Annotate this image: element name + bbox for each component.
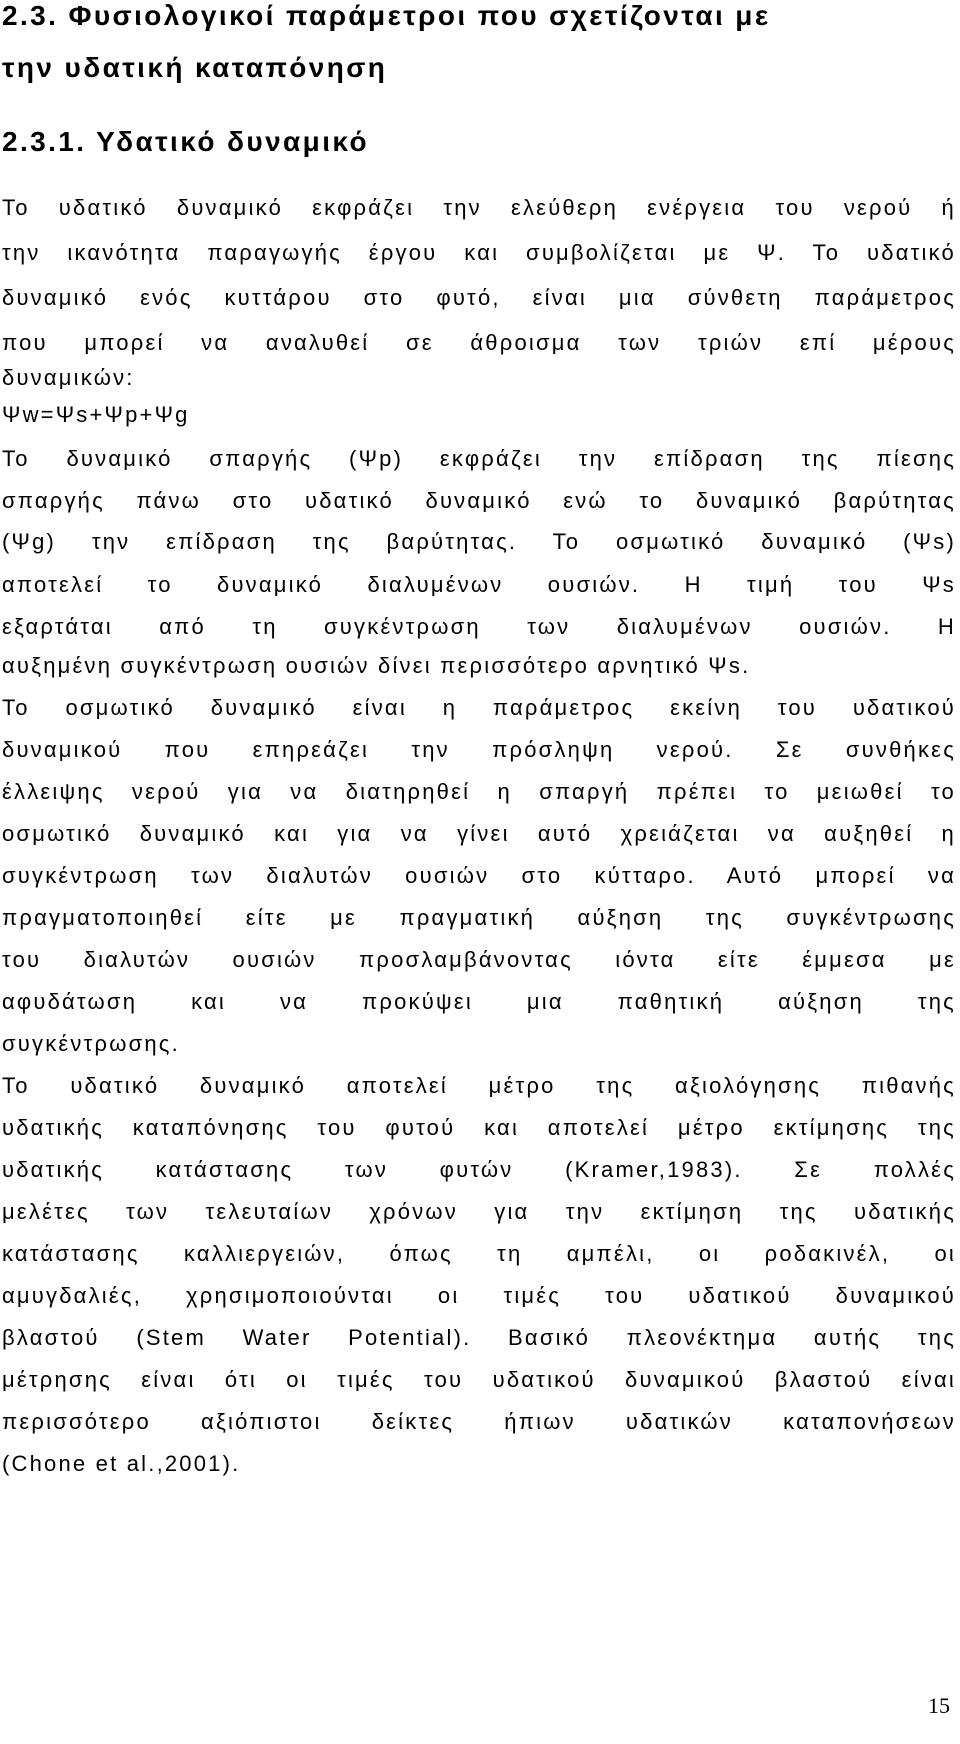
body-line: περισσότερο αξιόπιστοι δείκτες ήπιων υδατικών καταπονήσεων bbox=[2, 1409, 956, 1434]
body-line: μελέτες των τελευταίων χρόνων για την εκτίμηση της υδατικής bbox=[2, 1199, 956, 1224]
body-line: κατάστασης καλλιεργειών, όπως τη αμπέλι, οι ροδακινέλ, οι bbox=[2, 1241, 956, 1266]
body-line: αφυδάτωση και να προκύψει μια παθητική αύξηση της bbox=[2, 989, 956, 1014]
body-line: Το υδατικό δυναμικό αποτελεί μέτρο της αξιολόγησης πιθανής bbox=[2, 1073, 956, 1098]
body-line: Το υδατικό δυναμικό εκφράζει την ελεύθερη ενέργεια του νερού ή bbox=[2, 195, 956, 220]
body-line: που μπορεί να αναλυθεί σε άθροισμα των τριών επί μέρους bbox=[2, 330, 956, 355]
body-line: πραγματοποιηθεί είτε με πραγματική αύξηση της συγκέντρωσης bbox=[2, 905, 956, 930]
body-line: σπαργής πάνω στο υδατικό δυναμικό ενώ το δυναμικό βαρύτητας bbox=[2, 488, 956, 513]
body-line: συγκέντρωσης. bbox=[2, 1031, 180, 1056]
body-line: αυξημένη συγκέντρωση ουσιών δίνει περισσότερο αρνητικό Ψs. bbox=[2, 653, 751, 678]
body-line: βλαστού (Stem Water Potential). Βασικό πλεονέκτημα αυτής της bbox=[2, 1325, 956, 1350]
body-line: (Ψg) την επίδραση της βαρύτητας. Το οσμωτικό δυναμικό (Ψs) bbox=[2, 529, 956, 554]
body-line: δυναμικό ενός κυττάρου στο φυτό, είναι μια σύνθετη παράμετρος bbox=[2, 285, 956, 310]
section-title-line-2: την υδατική καταπόνηση bbox=[2, 52, 388, 83]
body-line: δυναμικού που επηρεάζει την πρόσληψη νερού. Σε συνθήκες bbox=[2, 737, 956, 762]
subsection-title: 2.3.1. Υδατικό δυναμικό bbox=[2, 126, 369, 157]
body-line: εξαρτάται από τη συγκέντρωση των διαλυμένων ουσιών. Η bbox=[2, 614, 956, 639]
body-line: έλλειψης νερού για να διατηρηθεί η σπαργή πρέπει το μειωθεί το bbox=[2, 779, 956, 804]
body-line: Το οσμωτικό δυναμικό είναι η παράμετρος εκείνη του υδατικού bbox=[2, 695, 956, 720]
body-line: αμυγδαλιές, χρησιμοποιούνται οι τιμές του υδατικού δυναμικού bbox=[2, 1283, 956, 1308]
body-line: υδατικής κατάστασης των φυτών (Kramer,1983). Σε πολλές bbox=[2, 1157, 956, 1182]
formula-line: Ψw=Ψs+Ψp+Ψg bbox=[2, 402, 190, 427]
body-line: (Chone et al.,2001). bbox=[2, 1451, 241, 1476]
body-line: μέτρησης είναι ότι οι τιμές του υδατικού δυναμικού βλαστού είναι bbox=[2, 1367, 956, 1392]
body-line: την ικανότητα παραγωγής έργου και συμβολίζεται με Ψ. Το υδατικό bbox=[2, 240, 956, 265]
body-line: δυναμικών: bbox=[2, 365, 135, 390]
body-line: αποτελεί το δυναμικό διαλυμένων ουσιών. Η τιμή του Ψs bbox=[2, 572, 956, 597]
body-line: του διαλυτών ουσιών προσλαμβάνοντας ιόντα είτε έμμεσα με bbox=[2, 947, 956, 972]
body-line: οσμωτικό δυναμικό και για να γίνει αυτό χρειάζεται να αυξηθεί η bbox=[2, 821, 956, 846]
page-number: 15 bbox=[928, 1693, 950, 1718]
body-line: Το δυναμικό σπαργής (Ψp) εκφράζει την επίδραση της πίεσης bbox=[2, 446, 956, 471]
body-line: συγκέντρωση των διαλυτών ουσιών στο κύτταρο. Αυτό μπορεί να bbox=[2, 863, 956, 888]
body-line: υδατικής καταπόνησης του φυτού και αποτελεί μέτρο εκτίμησης της bbox=[2, 1115, 956, 1140]
section-title-line-1: 2.3. Φυσιολογικοί παράμετροι που σχετίζονται με bbox=[2, 0, 771, 31]
